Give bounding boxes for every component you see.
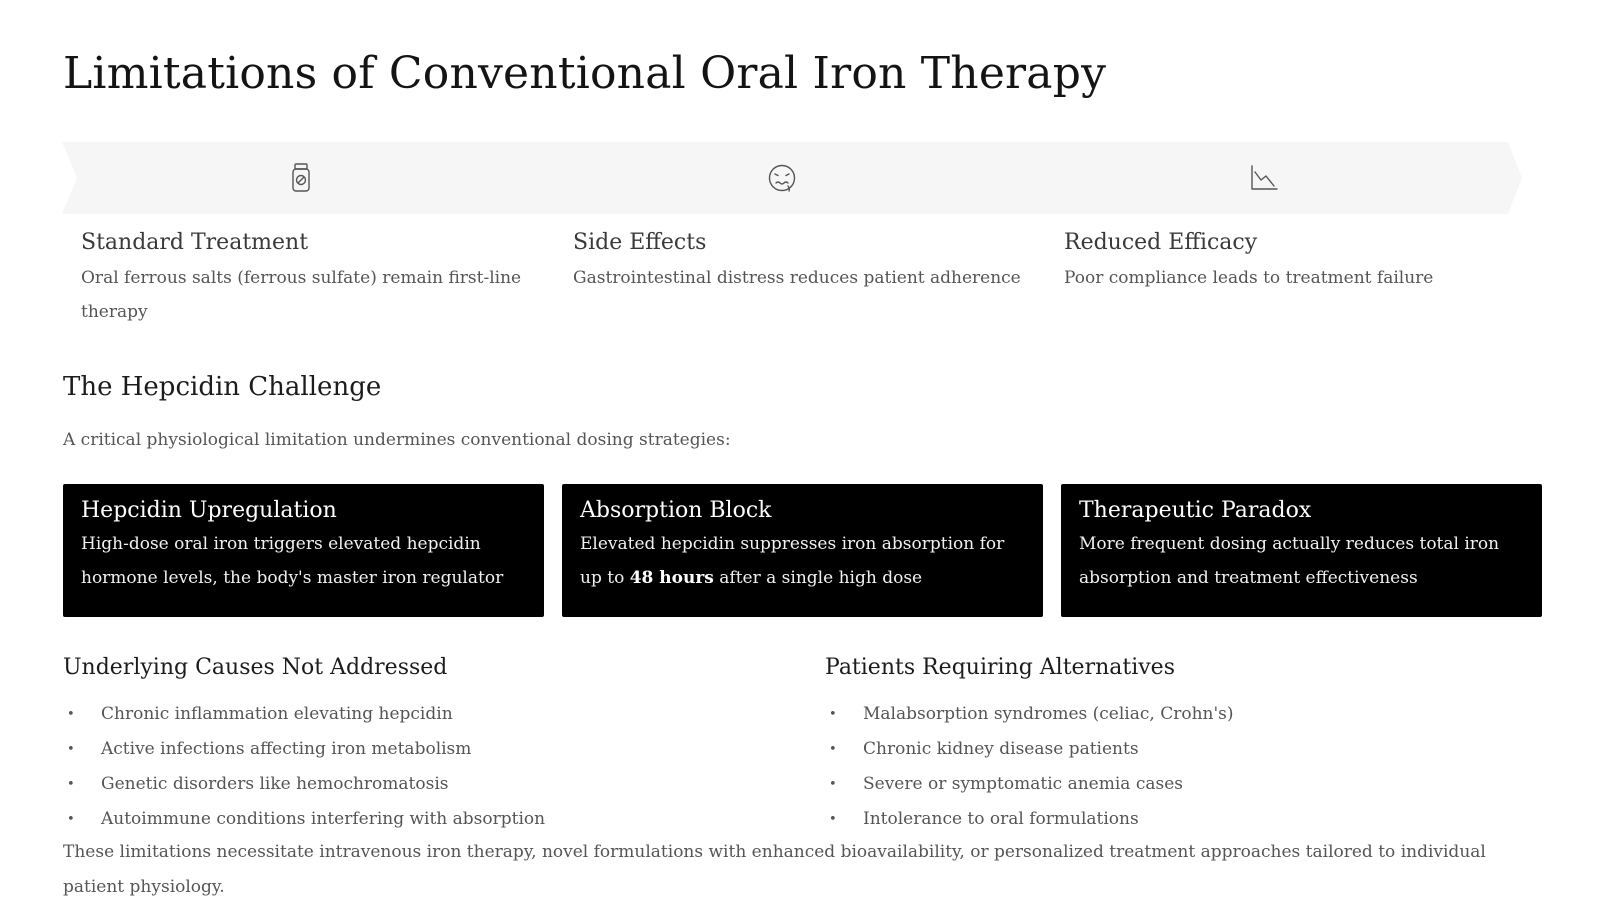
closing-paragraph: These limitations necessitate intravenous iron therapy, novel formulations with enhanced bioavailability, or personalized treatment approaches tailored to individual patient physiology. bbox=[63, 842, 1486, 897]
card-body: More frequent dosing actually reduces total iron absorption and treatment effectiveness bbox=[1079, 534, 1500, 588]
card-hepcidin-upregulation bbox=[63, 484, 544, 617]
card-title: Absorption Block bbox=[580, 498, 772, 523]
causes-list bbox=[63, 697, 545, 837]
list-item: • Chronic inflammation elevating hepcidin bbox=[63, 697, 545, 732]
list-item: • Chronic kidney disease patients bbox=[825, 732, 1234, 767]
process-steps bbox=[62, 142, 1542, 214]
step-reduced-efficacy bbox=[1064, 230, 1524, 295]
card-body-text: Elevated hepcidin suppresses iron absorption for up to bbox=[580, 534, 1005, 588]
card-body: High-dose oral iron triggers elevated hepcidin hormone levels, the body's master iron regulator bbox=[81, 534, 504, 588]
hepcidin-intro: A critical physiological limitation undermines conventional dosing strategies: bbox=[63, 430, 731, 450]
alternatives-title: Patients Requiring Alternatives bbox=[825, 655, 1175, 680]
step-title: Side Effects bbox=[573, 230, 707, 255]
list-item: • Intolerance to oral formulations bbox=[825, 802, 1234, 837]
nauseated-face-icon bbox=[764, 160, 800, 196]
step-description: Oral ferrous salts (ferrous sulfate) remain first-line therapy bbox=[81, 268, 522, 322]
card-body-text: after a single high dose bbox=[713, 568, 923, 588]
pill-bottle-icon bbox=[283, 160, 319, 196]
list-item: • Severe or symptomatic anemia cases bbox=[825, 767, 1234, 802]
card-absorption-block bbox=[562, 484, 1043, 617]
list-item: • Active infections affecting iron metabolism bbox=[63, 732, 545, 767]
step-title: Standard Treatment bbox=[81, 230, 309, 255]
card-title: Therapeutic Paradox bbox=[1079, 498, 1312, 523]
hepcidin-section-title: The Hepcidin Challenge bbox=[63, 372, 382, 402]
step-standard-treatment bbox=[81, 230, 541, 329]
declining-chart-icon bbox=[1246, 160, 1282, 196]
step-side-effects bbox=[573, 230, 1033, 295]
card-body-emphasis: 48 hours bbox=[629, 568, 714, 588]
list-item: • Malabsorption syndromes (celiac, Crohn's) bbox=[825, 697, 1234, 732]
step-description: Poor compliance leads to treatment failure bbox=[1064, 268, 1434, 288]
list-item: • Autoimmune conditions interfering with absorption bbox=[63, 802, 545, 837]
alternatives-list bbox=[825, 697, 1234, 837]
page-title: Limitations of Conventional Oral Iron Therapy bbox=[63, 48, 1107, 99]
card-therapeutic-paradox bbox=[1061, 484, 1542, 617]
card-body bbox=[580, 527, 1025, 595]
step-description: Gastrointestinal distress reduces patient adherence bbox=[573, 268, 1021, 288]
step-title: Reduced Efficacy bbox=[1064, 230, 1258, 255]
causes-title: Underlying Causes Not Addressed bbox=[63, 655, 448, 680]
card-title: Hepcidin Upregulation bbox=[81, 498, 337, 523]
list-item: • Genetic disorders like hemochromatosis bbox=[63, 767, 545, 802]
